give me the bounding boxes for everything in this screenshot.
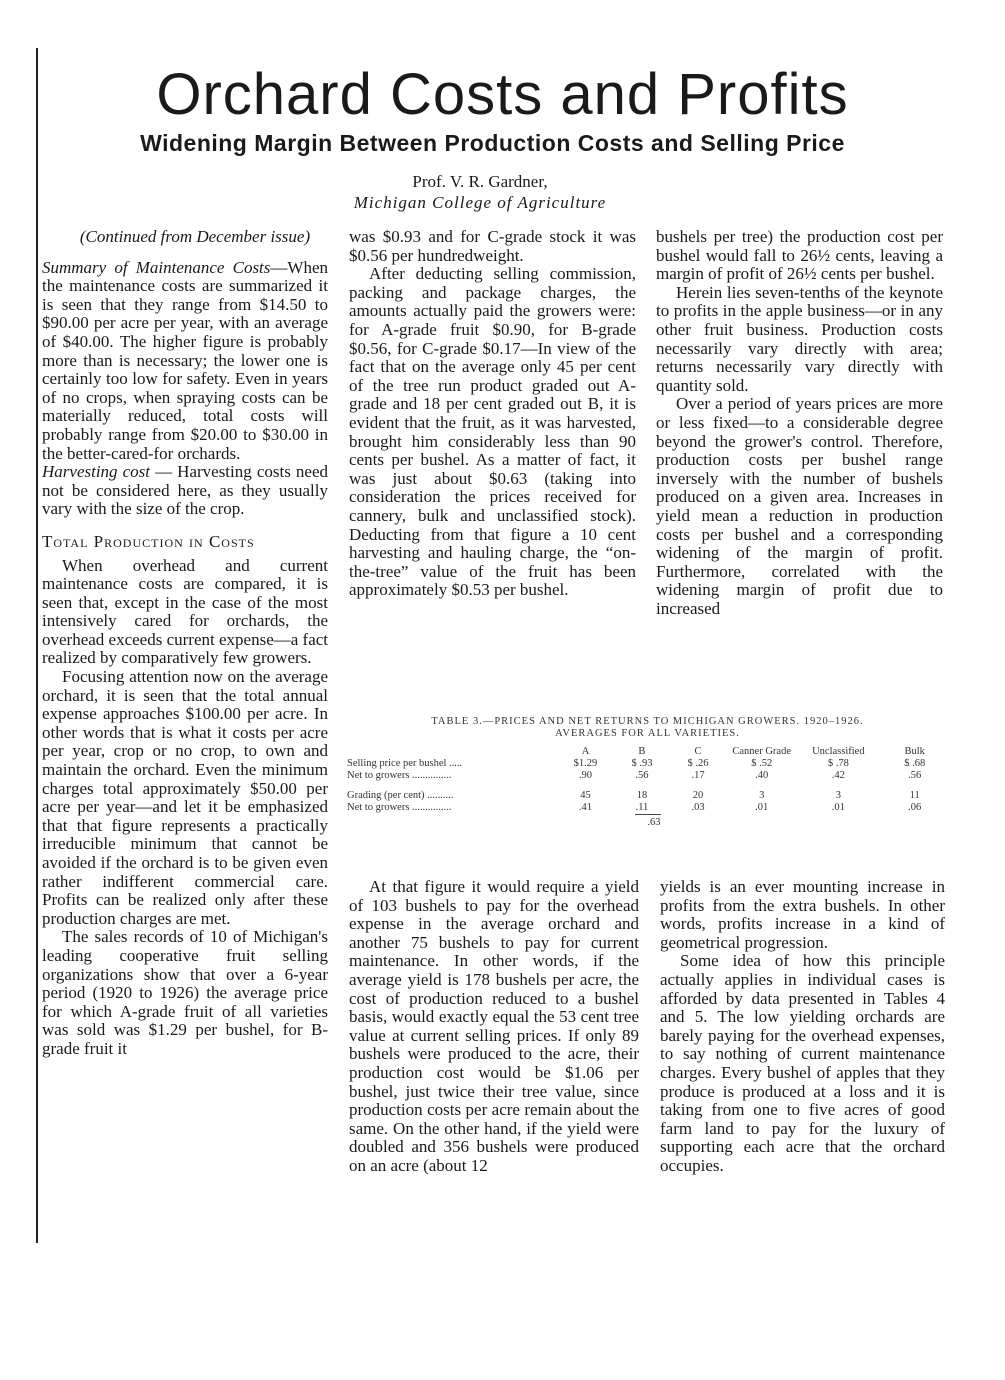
paragraph: yields is an ever mounting increase in profits from the extra bushels. In other words, profits increase in a kind of geometrical progression.: [660, 877, 945, 952]
total-value: .63: [635, 814, 661, 829]
table-cell: 45: [580, 790, 591, 801]
table-cell: .90: [578, 770, 593, 781]
table-row: [345, 770, 950, 782]
table-cell: .17: [691, 770, 705, 781]
table-header: Unclassified: [812, 746, 865, 757]
table-row: [345, 758, 950, 770]
run-in-heading: Summary of Maintenance Costs: [42, 257, 271, 277]
table-cell: .56: [908, 770, 922, 781]
table-cell: $ .93: [631, 758, 653, 769]
paragraph-text: —When the maintenance costs are summarized it is seen that they range from $14.50 to $90.00 per acre per year, with an average of $40.00. The higher figure is probably more than is necessary; the lower one is certainly too low for safety. Even in years of no crops, when spraying costs can be materially reduced, total costs will probably range from $20.00 to $30.00 in the better-cared-for orchards.: [42, 257, 328, 463]
column-2: [349, 228, 636, 600]
table-cell: .56: [635, 770, 649, 781]
paragraph: Focusing attention now on the average orchard, it is seen that the total annual expense approaches $100.00 per acre. In other words that is what it costs per acre per year, crop or no crop, to own and maintain the orchard. Even the minimum charges total approximately $50.00 per acre per year—and let it be emphasized that that figure represents a practically irreducible minimum that cannot be avoided if the orchard is to be given even rather indifferent commercial care. Profits can be realized only after these production charges are met.: [42, 667, 328, 928]
table-row: [345, 782, 950, 802]
table-header: Canner Grade: [732, 746, 791, 757]
table-cell: $ .26: [687, 758, 709, 769]
paragraph: [42, 463, 328, 519]
table-caption-line: AVERAGES FOR ALL VARIETIES.: [555, 728, 740, 739]
table-cell: 20: [692, 790, 704, 801]
paragraph: After deducting selling commission, packing and package charges, the amounts actually paid the growers were: for A-grade fruit $0.90, for B-grade $0.56, for C-grade $0.17—In view of the fact that on the average only 45 per cent of the tree run product graded out A-grade and 18 per cent graded out B, it is evident that the fruit, as it was harvested, brought him considerably less than 90 cents per bushel. As a matter of fact, it was just about $0.63 (taking into consideration the prices received for cannery, bulk and unclassified stock). Deducting from that figure a 10 cent harvesting and hauling charge, the “on-the-tree” value of the fruit has been approximately $0.53 per bushel.: [349, 264, 636, 600]
table-cell: $1.29: [573, 758, 598, 769]
paragraph: At that figure it would require a yield of 103 bushels to pay for the overhead expense in the average orchard and another 75 bushels to pay for current maintenance. In other words, if the average yield is 178 bushels per acre, the cost of production reduced to a bushel basis, would exactly equal the 53 cent tree value at current selling prices. If only 89 bushels were produced to the acre, their production cost would be $1.06 per bushel, just twice their tree value, since production costs per acre remain about the same. On the other hand, if the yield were doubled and 356 bushels were produced on an acre (about 12: [349, 877, 639, 1175]
table-total-row: [345, 814, 950, 829]
table-3: [345, 716, 950, 829]
table-cell: 18: [636, 790, 648, 801]
paragraph: When overhead and current maintenance costs are compared, it is seen that, except in the case of the most intensively cared for orchards, the overhead exceeds current expense—a fact realized by comparatively few growers.: [42, 555, 329, 668]
table-row: [345, 802, 950, 814]
continued-note: (Continued from December issue): [79, 227, 311, 246]
affiliation: Michigan College of Agriculture: [353, 193, 607, 212]
table-caption-line: TABLE 3.—PRICES AND NET RETURNS TO MICHIGAN GROWERS. 1920–1926.: [431, 716, 864, 727]
table-cell: 3: [835, 790, 841, 801]
section-heading: Total Production in Costs: [42, 531, 255, 551]
table-cell: .01: [755, 802, 769, 813]
row-label: Grading (per cent) ..........: [347, 790, 454, 801]
paragraph-text: — Harvesting costs need not be considered here, as they usually vary with the size of the crop.: [42, 462, 328, 519]
column-1: [42, 228, 328, 1059]
table-header: C: [694, 746, 702, 757]
table-cell: .42: [831, 770, 845, 781]
margin-rule: [36, 48, 38, 1243]
column-5: [660, 878, 945, 1176]
table-cell: .40: [755, 770, 769, 781]
table-caption: [345, 716, 950, 740]
table-cell: 11: [909, 790, 920, 801]
table-cell: .01: [831, 802, 845, 813]
paragraph: Over a period of years prices are more or less fixed—to a considerable degree beyond the grower's control. Therefore, production costs per bushel range inversely with the number of bushels produced on a given area. Increases in yield mean a reduction in production costs per bushel and a corresponding widening of the margin of profit. Furthermore, correlated with the widening margin of profit due to increased: [656, 394, 943, 618]
article-title: Orchard Costs and Profits: [156, 62, 849, 127]
run-in-heading: Harvesting cost: [42, 462, 151, 482]
table-cell: .11: [635, 802, 649, 813]
paragraph: was $0.93 and for C-grade stock it was $0.56 per hundredweight.: [349, 227, 636, 265]
row-label: Net to growers ...............: [347, 802, 452, 813]
paragraph: Herein lies seven-tenths of the keynote to profits in the apple business—or in any other fruit business. Production costs necessarily vary directly with area; returns necessarily vary directly with quantity sold.: [656, 282, 943, 395]
author: Prof. V. R. Gardner,: [412, 172, 548, 191]
row-label: Net to growers ...............: [347, 770, 452, 781]
table-header: B: [638, 746, 646, 757]
paragraph: bushels per tree) the production cost per bushel would fall to 26½ cents, leaving a margin of profit of 26½ cents per bushel.: [656, 227, 943, 284]
table-cell: .41: [578, 802, 593, 813]
column-3: [656, 228, 943, 618]
paragraph: Some idea of how this principle actually applies in individual cases is afforded by data presented in Tables 4 and 5. The low yielding orchards are barely paying for the overhead expenses, to say nothing of current maintenance charges. Every bushel of apples that they produce is produced at a loss and it is taking from one to five acres of good farm land to pay for the luxury of supporting each acre that the orchard occupies.: [660, 951, 945, 1175]
table-cell: $ .78: [827, 758, 849, 769]
table-cell: .06: [908, 802, 922, 813]
data-table: [345, 746, 950, 829]
column-4: [349, 878, 639, 1176]
table-cell: .03: [691, 802, 705, 813]
table-header: Bulk: [904, 746, 925, 757]
row-label: Selling price per bushel .....: [347, 758, 463, 769]
table-cell: $ .68: [904, 758, 926, 769]
byline: [300, 171, 660, 213]
paragraph: The sales records of 10 of Michigan's leading cooperative fruit selling organizations show that over a 6-year period (1920 to 1926) the average price for which A-grade fruit of all varieties was sold was $1.29 per bushel, for B-grade fruit it: [42, 927, 328, 1058]
table-cell: 3: [759, 790, 765, 801]
table-header: A: [581, 746, 590, 757]
header-label: [345, 746, 557, 758]
article-subtitle: Widening Margin Between Production Costs and Selling Price: [140, 130, 845, 156]
paragraph: [42, 259, 328, 464]
table-cell: $ .52: [751, 758, 773, 769]
